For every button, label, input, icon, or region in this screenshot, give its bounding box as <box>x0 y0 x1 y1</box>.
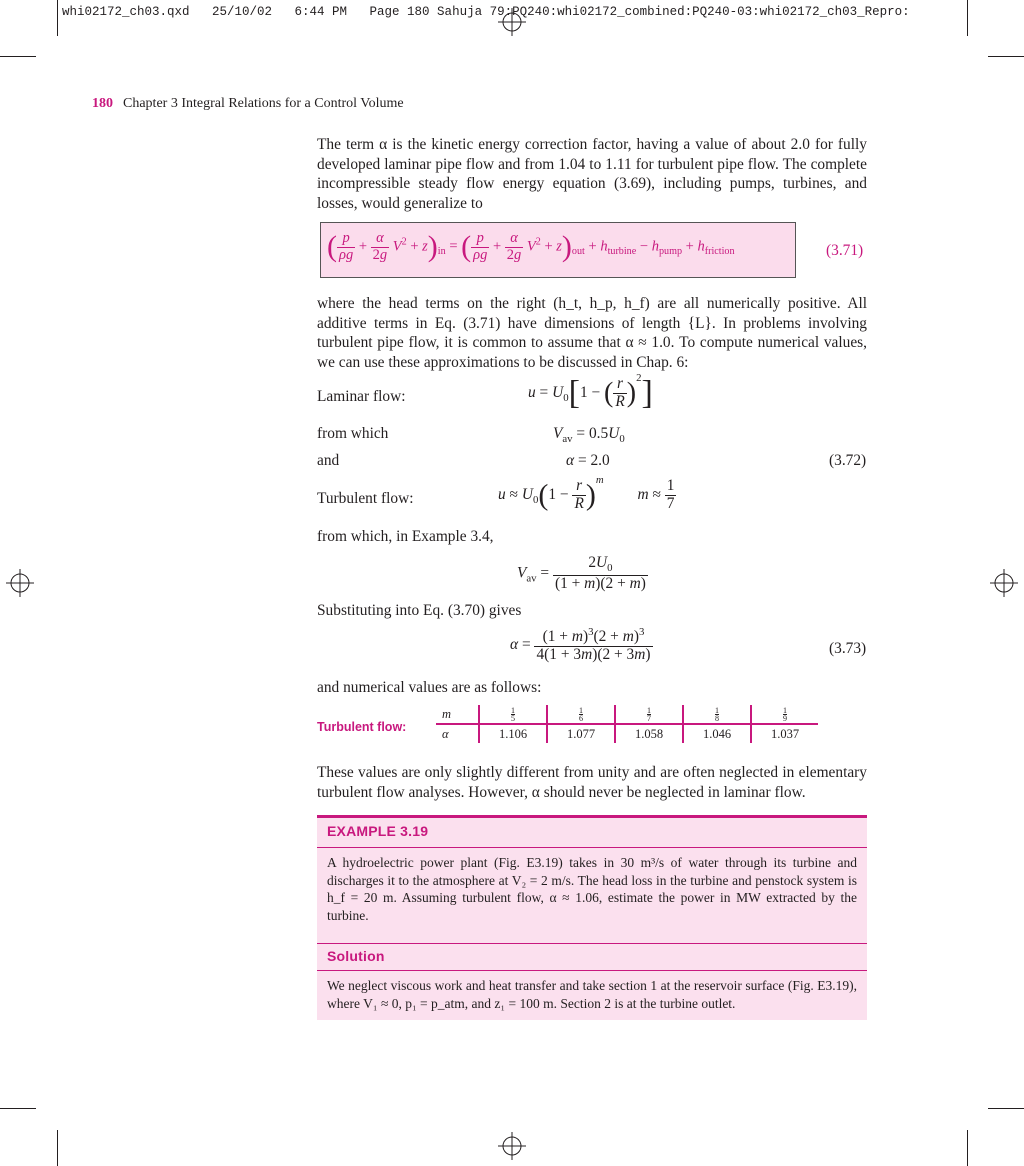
running-head <box>92 96 404 112</box>
divider <box>317 970 867 971</box>
fraction: $\frac{1}{7}$ <box>647 705 651 723</box>
paragraph-conclusion: These values are only slightly different from unity and are often neglected in elementary turbulent flow analyses. However, α should never be neglected in laminar flow. <box>317 764 867 801</box>
table-cell <box>547 705 615 724</box>
crop-mark <box>988 1108 1024 1109</box>
crop-mark <box>57 1130 58 1166</box>
table-cell: 1.037 <box>751 724 818 743</box>
table-cell <box>751 705 818 724</box>
example-problem: A hydroelectric power plant (Fig. E3.19) takes in 30 m³/s of water through its turbine and discharges it to the atmosphere at V₂ = 2 m/s. The head loss in the turbine and penstock system is h_f = 20 m. Assuming turbulent flow, α ≈ 1.06, estimate the power in MW extracted by the turbine. <box>327 855 857 923</box>
paragraph-head-terms: where the head terms on the right (h_t, h_p, h_f) are all numerically positive. All additive terms in Eq. (3.71) have dimensions of length {L}. In problems involving turbulent pipe flow, it is common to assume that α ≈ 1.0. To compute numerical values, we can use these approximations to be discussed in Chap. 6: <box>317 295 867 371</box>
fraction: $\frac{1}{8}$ <box>715 705 719 723</box>
alpha-table <box>436 705 818 743</box>
registration-mark-icon <box>498 1132 526 1160</box>
crop-mark <box>57 0 58 36</box>
table-cell <box>683 705 751 724</box>
table-row-label: m <box>436 705 479 724</box>
registration-mark-icon <box>498 8 526 36</box>
crop-mark <box>0 56 36 57</box>
fraction: $\frac{1}{5}$ <box>511 705 515 723</box>
equation-3-71-box <box>320 222 796 278</box>
crop-mark <box>0 1108 36 1109</box>
fraction: $\frac{1}{6}$ <box>579 705 583 723</box>
printer-slug: whi02172_ch03.qxd 25/10/02 6:44 PM Page 180 Sahuja 79:PQ240:whi02172_combined:PQ240-03:whi02172_ch03_Repro: <box>62 5 910 19</box>
laminar-average-velocity: $V_{av} = 0.5U_0$ <box>553 425 625 446</box>
equation-number: (3.72) <box>829 452 867 469</box>
example-title: EXAMPLE 3.19 <box>327 823 429 839</box>
turbulent-velocity-equation: $u \approx U_0(1$ − $\frac{r}{R}$ )$^m$ m ≈ $\frac{1}{7}$ <box>498 474 675 512</box>
laminar-velocity-equation: $u = U_0[1$ − ( $\frac{r}{R}$ )$^2$] <box>528 372 653 412</box>
solution-heading: Solution <box>327 948 385 964</box>
table-cell <box>479 705 547 724</box>
laminar-label: Laminar flow: <box>317 388 406 405</box>
divider <box>317 943 867 944</box>
example-box <box>317 815 867 1020</box>
table-cell: 1.077 <box>547 724 615 743</box>
alpha-turbulent-equation: α = $\frac{(1 + m)^3(2 + m)^3}{4(1 + 3m)(2 + 3m)}$ <box>510 626 651 664</box>
and-label: and <box>317 452 340 469</box>
registration-mark-icon <box>6 569 34 597</box>
paragraph-example-ref: from which, in Example 3.4, <box>317 528 494 545</box>
table-cell: 1.058 <box>615 724 683 743</box>
page-number: 180 <box>92 96 113 111</box>
equation-number: (3.71) <box>826 242 864 259</box>
crop-mark <box>967 1130 968 1166</box>
table-row <box>436 724 818 743</box>
table-row <box>436 705 818 724</box>
equation-number: (3.73) <box>829 640 867 657</box>
table-cell <box>615 705 683 724</box>
divider <box>317 815 867 818</box>
fraction: $\frac{1}{9}$ <box>783 705 787 723</box>
solution-text: We neglect viscous work and heat transfer and take section 1 at the reservoir surface (Fig. E3.19), where V₁ ≈ 0, p₁ = p_atm, and z₁ = 100 m. Section 2 is at the turbine outlet. <box>327 978 857 1011</box>
paragraph-intro: The term α is the kinetic energy correction factor, having a value of about 2.0 for fully developed laminar pipe flow and from 1.04 to 1.11 for turbulent pipe flow. The complete incompressible steady flow energy equation (3.69), including pumps, turbines, and losses, would generalize to <box>317 136 867 212</box>
crop-mark <box>967 0 968 36</box>
registration-mark-icon <box>990 569 1018 597</box>
chapter-title: Chapter 3 Integral Relations for a Control Volume <box>123 96 404 111</box>
turbulent-label: Turbulent flow: <box>317 490 414 507</box>
table-label: Turbulent flow: <box>317 720 407 734</box>
turbulent-average-velocity: $V_{av}$ = $\frac{2U_0}{(1 + m)(2 + m)}$ <box>517 554 646 592</box>
table-cell: 1.046 <box>683 724 751 743</box>
table-row-label: α <box>442 726 449 741</box>
laminar-alpha: α = 2.0 <box>566 452 610 469</box>
table-cell: 1.106 <box>479 724 547 743</box>
from-which-label: from which <box>317 425 389 442</box>
crop-mark <box>988 56 1024 57</box>
divider <box>317 847 867 848</box>
equation-3-71: ( $\frac{p}{\rho g}$ + $\frac{\alpha}{2g}$ $V^2 + z)_{in}$ = ( $\frac{p}{\rho g}$ + $\frac{\alpha}{2g}$ $V^2 + z)_{out} + h_{turbine} - h_{pump} + h_{friction}$ <box>327 229 735 263</box>
paragraph-numerical: and numerical values are as follows: <box>317 679 542 696</box>
paragraph-substituting: Substituting into Eq. (3.70) gives <box>317 602 522 619</box>
